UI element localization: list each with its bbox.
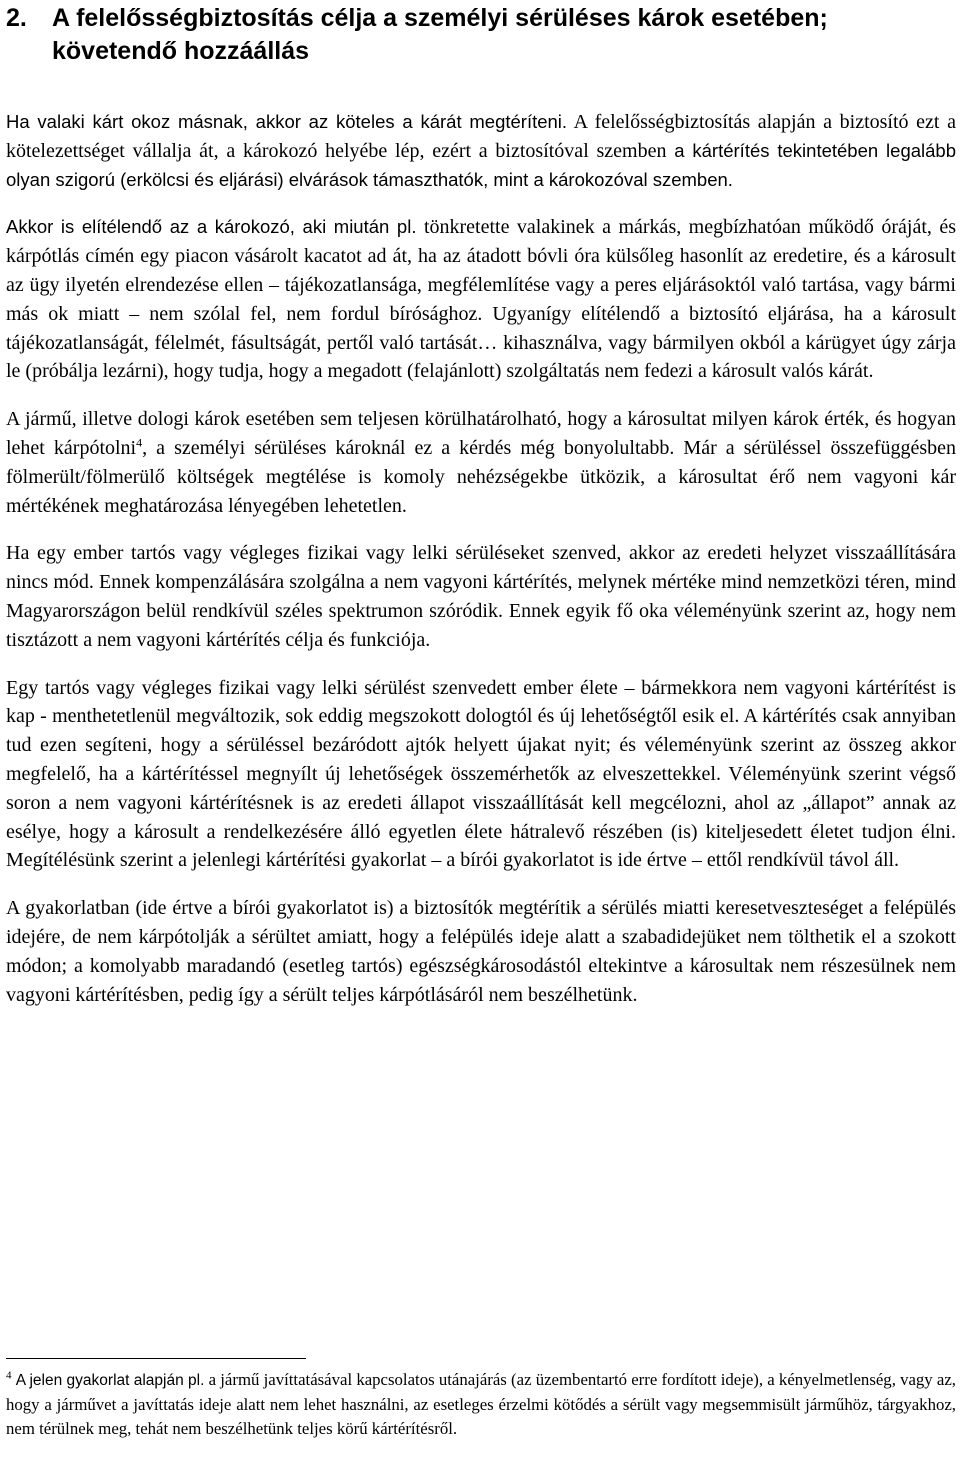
section-number: 2. bbox=[6, 4, 27, 32]
footnote-separator bbox=[6, 1358, 306, 1359]
paragraph-2-tail: Ugyanígy elítélendő a biztosító eljárása, ha a károsult tájékozatlanságát, félelmét, fásultságát, pertől való tartását… kihasználva, vagy bármilyen okból a kárügyet úgy zárja le (próbálja lezárni), hogy tudja, hogy a megadott (felajánlott) szolgáltatás nem fedezi a károsult valós kárát. bbox=[6, 302, 957, 383]
paragraph-1-tail: a kártérítés tekintetében legalább olyan szigorú (erkölcsi és eljárási) elvárások támaszthatók, mint a károkozóval szemben. bbox=[6, 139, 957, 190]
paragraph-1-lead: Ha valaki kárt okoz másnak, akkor az köteles a kárát megtéríteni. bbox=[6, 111, 568, 132]
footnote-lead: A jelen gyakorlat alapján pl. bbox=[15, 1372, 205, 1389]
paragraph-3 bbox=[6, 405, 956, 520]
footnote bbox=[6, 1368, 956, 1441]
paragraph-2-body: tönkretette valakinek a márkás, megbízhatóan működő óráját, és kárpótlás címén egy piacon vásárolt kacatot ad át, ha az átadott bóvli óra külsőleg hasonlít az eredetire, és a károsult az ügy ilyetén elrendezése ellen – tájékozatlansága, megfélemlítése vagy a peres eljárásoktól való tartása, vagy bármi más ok miatt – nem szólal fel, nem fordul bírósághoz. bbox=[6, 216, 956, 325]
footnote-marker: 4 bbox=[6, 1369, 12, 1382]
document-page bbox=[6, 0, 956, 1009]
paragraph-1 bbox=[6, 108, 956, 194]
footnote-reference[interactable]: 4 bbox=[136, 435, 143, 450]
paragraph-3-text-cont: , a személyi sérüléses károknál ez a kérdés még bonyolultabb. Már a sérüléssel összefüggésben fölmerült/fölmerülő költségek megtélése is komoly nehézségekbe ütközik, a károsultat érő nem vagyoni kár mértékének meghatározása lényegében lehetetlen. bbox=[6, 436, 957, 517]
section-title: A felelősségbiztosítás célja a személyi sérüléses károk esetében; követendő hozzáállás bbox=[52, 4, 828, 65]
paragraph-3-text: A jármű, illetve dologi károk esetében sem teljesen körülhatárolható, hogy a károsultat milyen károk érték, és hogyan lehet kárpótolni bbox=[6, 408, 956, 459]
paragraph-2-lead: Akkor is elítélendő az a károkozó, aki miután pl. bbox=[6, 216, 417, 238]
paragraph-4: Ha egy ember tartós vagy végleges fizikai vagy lelki sérüléseket szenved, akkor az eredeti helyzet visszaállítására nincs mód. Ennek kompenzálására szolgálna a nem vagyoni kártérítés, melynek mértéke mind nemzetközi téren, mind Magyarországon belül rendkívül széles spektrumon szóródik. Ennek egyik fő oka véleményünk szerint az, hogy nem tisztázott a nem vagyoni kártérítés célja és funkciója. bbox=[6, 542, 956, 651]
paragraph-2 bbox=[6, 213, 956, 386]
paragraph-1-body: A felelősségbiztosítás alapján a biztosító ezt a kötelezettséget vállalja át, a károkozó helyébe lép, ezért a biztosítóval szemben bbox=[6, 111, 956, 162]
paragraph-6: A gyakorlatban (ide értve a bírói gyakorlatot is) a biztosítók megtérítik a sérülés miatti keresetveszteséget a felépülés idejére, de nem kárpótolják a sérültet amiatt, hogy a felépülés ideje alatt a szabadidejüket nem tölthetik el a szokott módon; a komolyabb maradandó (esetleg tartós) egészségkárosodástól eltekintve a károsultak nem részesülnek nem vagyoni kártérítésben, pedig így a sérült teljes kárpótlásáról nem beszélhetünk. bbox=[6, 897, 956, 1006]
footnote-body: a jármű javíttatásával kapcsolatos utánajárás (az üzembentartó erre fordított ideje), a kényelmetlenség, vagy az, hogy a járművet a javíttatás ideje alatt nem lehet használni, az esetleges érzelmi kötődés a sérült vagy megsemmisült járműhöz, tárgyakhoz, nem térülnek meg, tehát nem beszélhetünk teljes körű kártérítésről. bbox=[6, 1370, 956, 1438]
paragraph-5: Egy tartós vagy végleges fizikai vagy lelki sérülést szenvedett ember élete – bármekkora nem vagyoni kártérítést is kap - menthetetlenül megváltozik, sok eddig megszokott dologtól és új lehetőségtől esik el. A kártérítés csak annyiban tud ezen segíteni, hogy a sérüléssel bezáródott ajtók helyett újakat nyit; és véleményünk szerint az összeg akkor megfelelő, ha a kártérítéssel megnyílt új lehetőségek összemérhetők az elveszettekkel. Véleményünk szerint végső soron a nem vagyoni kártérítésnek is az eredeti állapot visszaállítását kell megcélozni, ahol az „állapot” annak az esélye, hogy a károsult a rendelkezésére álló egyetlen élete hátralevő részében (is) kiteljesedett életet tudjon élni. Megítélésünk szerint a jelenlegi kártérítési gyakorlat – a bírói gyakorlatot is ide értve – ettől rendkívül távol áll. bbox=[6, 676, 956, 872]
section-heading bbox=[6, 2, 956, 68]
